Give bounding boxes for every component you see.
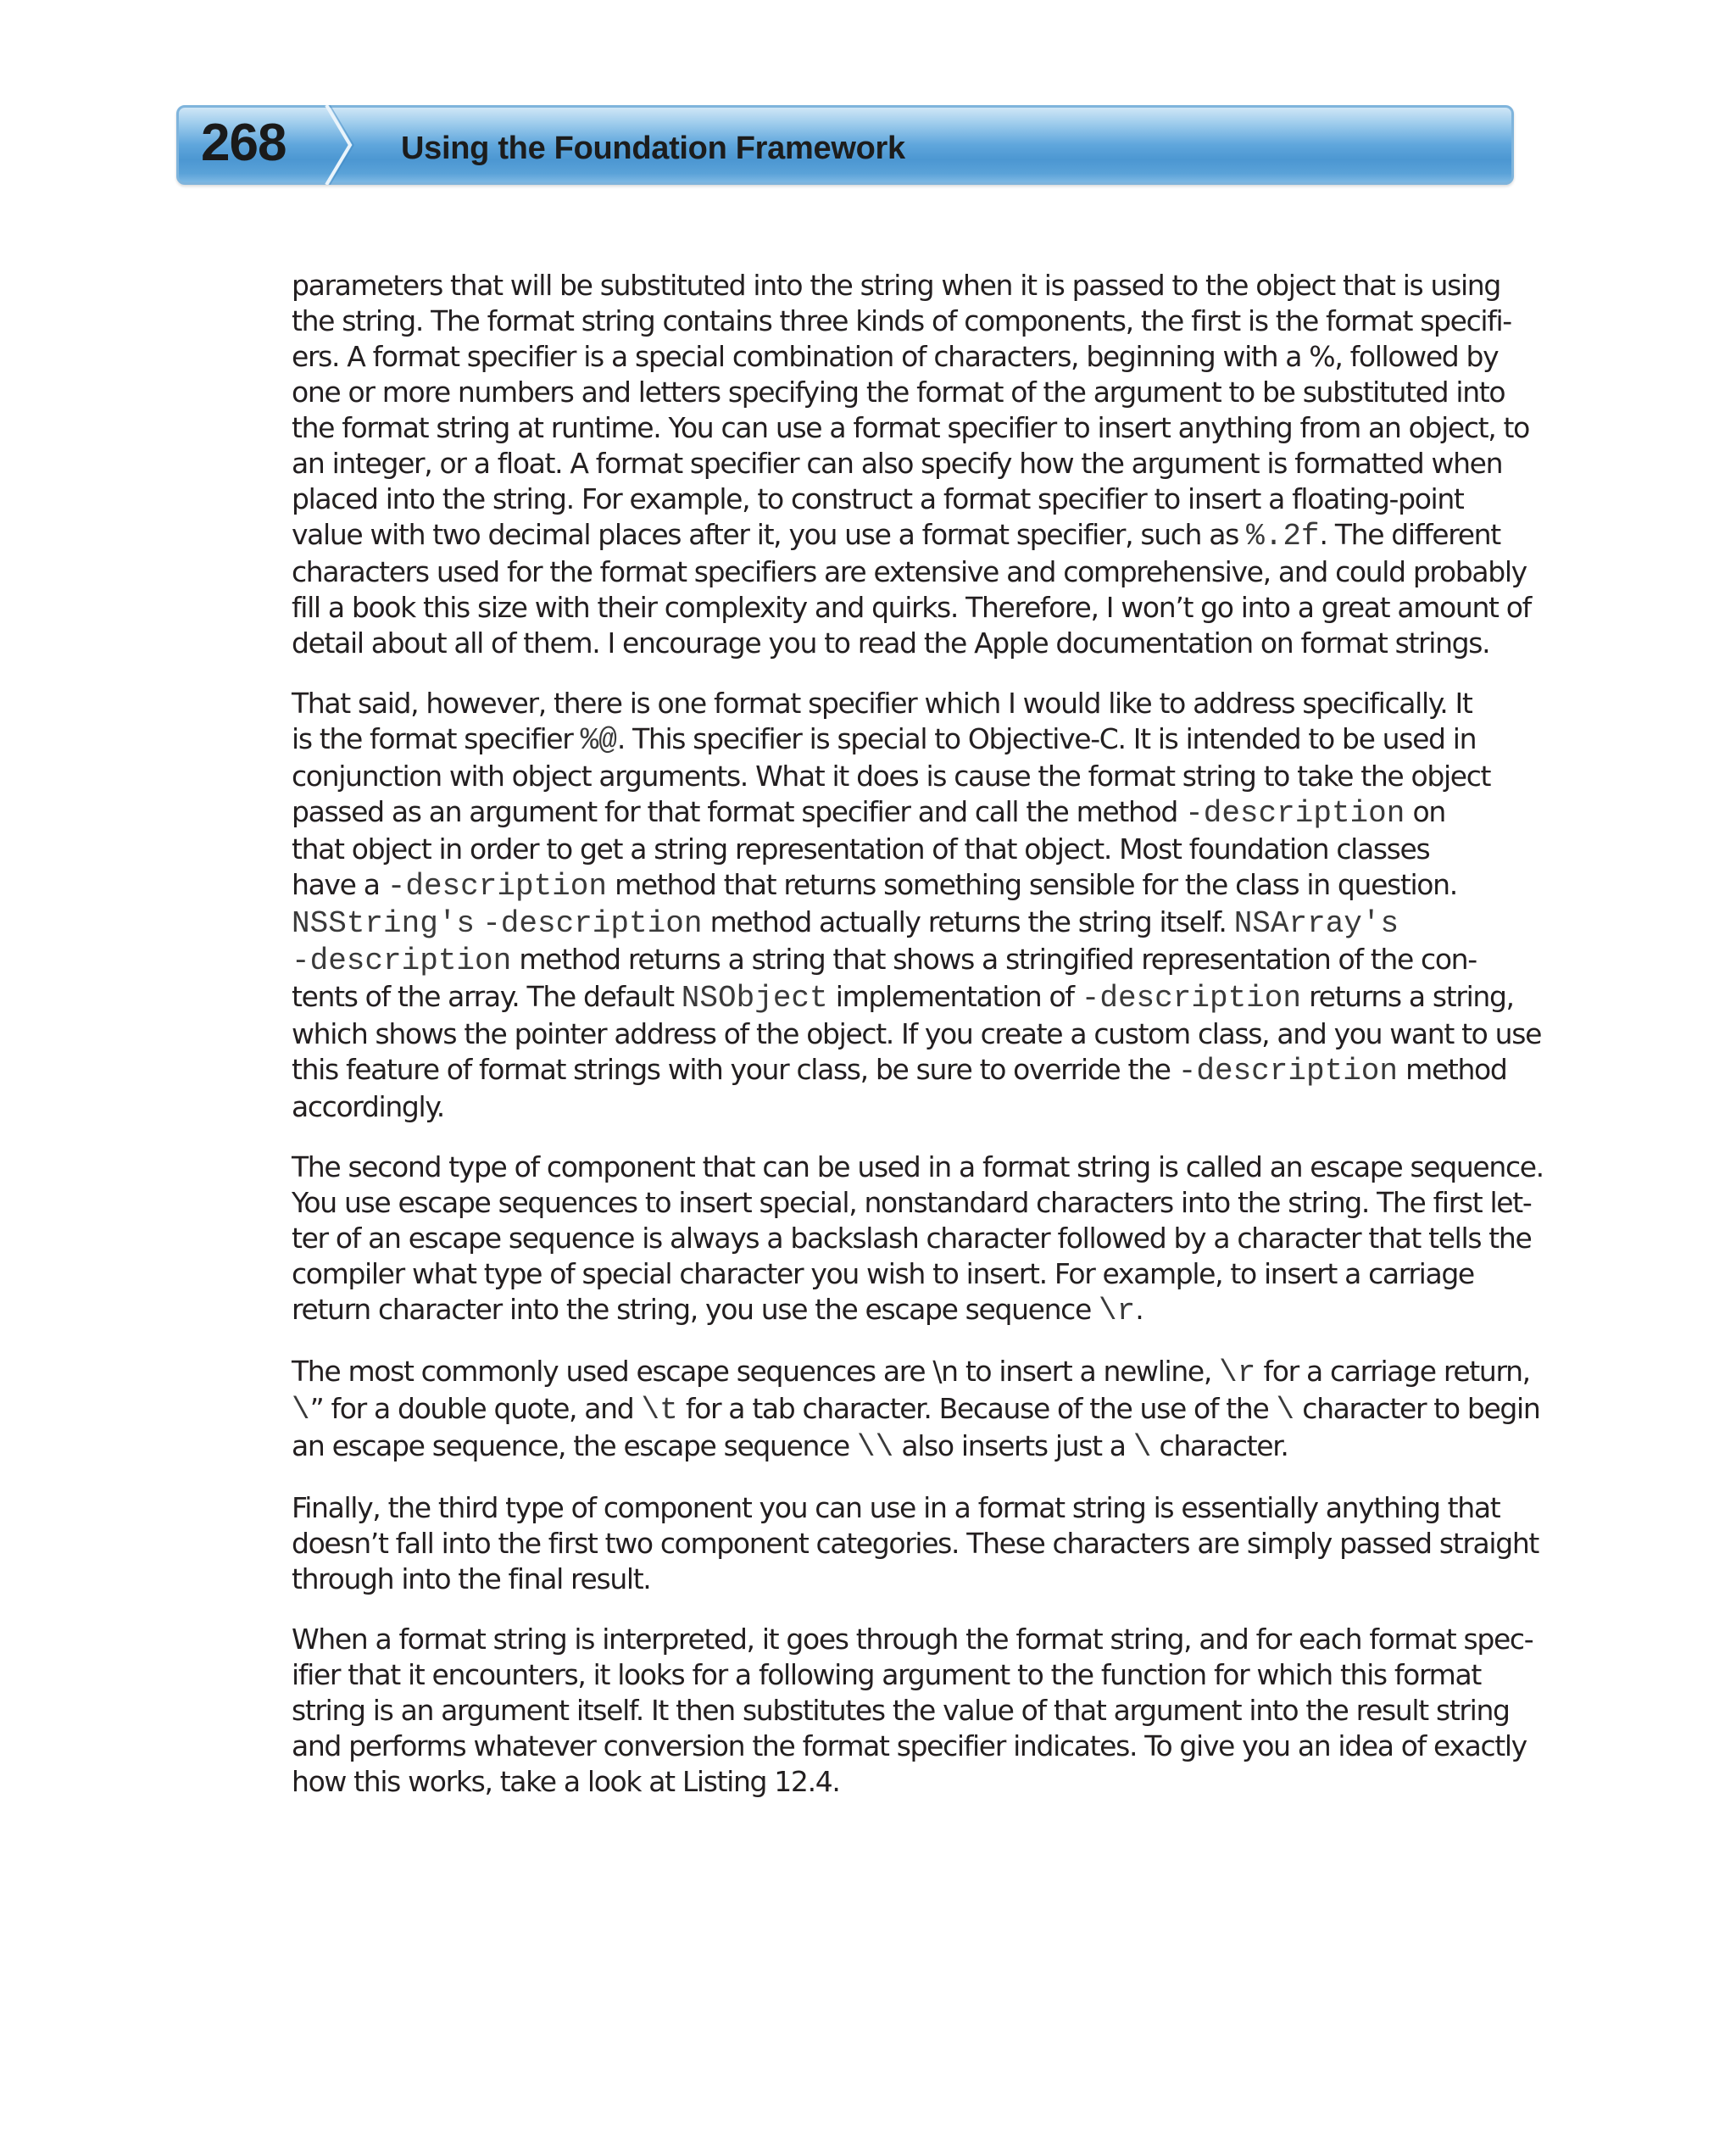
text-run: .: [1135, 1293, 1143, 1326]
inline-code: -description: [1177, 1054, 1399, 1088]
text-run: accordingly.: [292, 1090, 444, 1123]
text-line: [292, 1490, 1519, 1526]
text-run: method that returns something sensible for the class in question.: [606, 868, 1457, 901]
text-run: ers. A format specifier is a special combination of characters, beginning with a %, followed by: [292, 340, 1499, 373]
text-run: string is an argument itself. It then substitutes the value of that argument into the result string: [292, 1694, 1510, 1727]
text-run: doesn’t fall into the first two component categories. These characters are simply passed straight: [292, 1527, 1539, 1560]
text-run: Finally, the third type of component you can use in a format string is essentially anything that: [292, 1491, 1500, 1524]
text-line: [292, 1150, 1544, 1185]
text-run: The second type of component that can be used in a format string is called an escape sequence.: [292, 1150, 1544, 1183]
inline-code: \r: [1099, 1294, 1136, 1328]
text-line: [292, 1292, 1519, 1329]
text-run: an integer, or a float. A format specifier can also specify how the argument is formatted when: [292, 447, 1503, 480]
paragraph: [292, 268, 1531, 661]
text-line: [292, 1729, 1527, 1764]
text-line: [292, 942, 1519, 979]
inline-code: -description: [482, 906, 703, 941]
text-run: method actually returns the string itself.: [702, 905, 1234, 938]
text-line: [292, 517, 1519, 554]
text-line: [292, 1354, 1530, 1391]
paragraph: [292, 1354, 1540, 1466]
text-line: [292, 1622, 1533, 1657]
paragraph: [292, 1622, 1533, 1800]
text-run: You use escape sequences to insert special, nonstandard characters into the string. The first let-: [292, 1186, 1532, 1219]
text-run: detail about all of them. I encourage you to read the Apple documentation on format strings.: [292, 626, 1490, 660]
header-chevron-divider: [321, 105, 372, 185]
text-run: through into the final result.: [292, 1562, 651, 1595]
chapter-header-bar: [176, 105, 1514, 185]
text-line: [292, 375, 1519, 410]
text-run: for a carriage return,: [1255, 1355, 1530, 1388]
text-run: implementation of: [827, 980, 1082, 1013]
text-line: [292, 626, 1519, 661]
text-line: [292, 482, 1519, 517]
inline-code: \r: [1219, 1356, 1256, 1390]
inline-code: NSString's: [292, 906, 476, 941]
text-line: [292, 1391, 1540, 1428]
text-line: [292, 1256, 1519, 1292]
text-run: parameters that will be substituted into the string when it is passed to the object that is using: [292, 269, 1500, 302]
text-run: which shows the pointer address of the object. If you create a custom class, and you want to use: [292, 1017, 1542, 1050]
text-line: [292, 686, 1519, 721]
text-run: characters used for the format specifiers are extensive and comprehensive, and could probably: [292, 555, 1527, 588]
text-line: [292, 1052, 1519, 1089]
text-line: [292, 1562, 1519, 1597]
text-run: ter of an escape sequence is always a backslash character followed by a character that tells the: [292, 1222, 1532, 1255]
text-run: this feature of format strings with your class, be sure to override the: [292, 1053, 1178, 1086]
text-run: passed as an argument for that format specifier and call the method: [292, 795, 1186, 828]
text-run: the format string at runtime. You can use a format specifier to insert anything from an object, to: [292, 411, 1529, 444]
text-line: [292, 1693, 1519, 1729]
text-run: returns a string,: [1300, 980, 1514, 1013]
text-line: [292, 867, 1519, 905]
text-line: [292, 590, 1531, 626]
text-run: conjunction with object arguments. What it does is cause the format string to take the object: [292, 760, 1491, 793]
text-line: [292, 1764, 1519, 1800]
inline-code: %@: [580, 723, 617, 758]
body-text: [292, 268, 1544, 1824]
paragraph: [292, 686, 1542, 1125]
inline-code: -description: [387, 869, 607, 904]
text-run: the string. The format string contains three kinds of components, the first is the format specifi-: [292, 304, 1511, 337]
inline-code: \t: [641, 1393, 678, 1428]
text-line: [292, 1657, 1519, 1693]
inline-code: %.2f: [1246, 519, 1320, 554]
text-line: [292, 979, 1519, 1016]
text-line: [292, 721, 1519, 759]
text-line: [292, 1089, 1519, 1125]
text-run: ifier that it encounters, it looks for a following argument to the function for which this format: [292, 1658, 1481, 1691]
text-run: ” for a double quote, and: [309, 1392, 642, 1425]
text-line: [292, 905, 1519, 942]
paragraph: [292, 1150, 1544, 1329]
text-line: [292, 1185, 1532, 1221]
text-line: [292, 1016, 1542, 1052]
text-line: [292, 410, 1529, 446]
text-run: return character into the string, you use the escape sequence: [292, 1293, 1099, 1326]
text-run: When a format string is interpreted, it goes through the format string, and for each format spec-: [292, 1623, 1533, 1656]
text-run: also inserts just a: [893, 1429, 1133, 1462]
text-line: [292, 794, 1519, 832]
text-line: [292, 1428, 1519, 1466]
text-run: have a: [292, 868, 387, 901]
text-run: for a tab character. Because of the use of the: [677, 1392, 1277, 1425]
text-run: That said, however, there is one format specifier which I would like to address specifically. It: [292, 687, 1472, 720]
inline-code: -description: [1185, 796, 1405, 831]
text-run: . This specifier is special to Objective-C. It is intended to be used in: [616, 722, 1477, 755]
text-run: value with two decimal places after it, you use a format specifier, such as: [292, 518, 1247, 551]
text-run: character.: [1151, 1429, 1288, 1462]
text-run: placed into the string. For example, to construct a format specifier to insert a floating-point: [292, 482, 1464, 515]
inline-code: \: [1132, 1430, 1152, 1465]
text-run: is the format specifier: [292, 722, 581, 755]
text-run: method returns a string that shows a stringified representation of the con-: [511, 943, 1477, 976]
text-line: [292, 268, 1519, 303]
text-run: tents of the array. The default: [292, 980, 682, 1013]
text-line: [292, 1221, 1532, 1256]
paragraph: [292, 1490, 1539, 1597]
text-run: . The different: [1319, 518, 1500, 551]
text-run: compiler what type of special character you wish to insert. For example, to insert a carriage: [292, 1257, 1474, 1290]
text-line: [292, 1526, 1539, 1562]
text-line: [292, 554, 1527, 590]
text-run: character to begin: [1294, 1392, 1540, 1425]
inline-code: \\: [857, 1430, 894, 1465]
text-line: [292, 446, 1519, 482]
inline-code: NSObject: [681, 981, 828, 1016]
text-run: method: [1398, 1053, 1507, 1086]
inline-code: NSArray's: [1233, 906, 1399, 941]
text-line: [292, 832, 1519, 867]
text-run: an escape sequence, the escape sequence: [292, 1429, 857, 1462]
text-line: [292, 339, 1519, 375]
text-run: how this works, take a look at Listing 12.4.: [292, 1765, 840, 1798]
inline-code: -description: [292, 944, 512, 978]
text-run: that object in order to get a string representation of that object. Most foundation classes: [292, 832, 1430, 866]
inline-code: -description: [1081, 981, 1301, 1016]
text-run: and performs whatever conversion the format specifier indicates. To give you an idea of exactly: [292, 1729, 1527, 1762]
text-run: one or more numbers and letters specifying the format of the argument to be substituted into: [292, 376, 1505, 409]
page-number: 268: [201, 114, 287, 172]
text-run: The most commonly used escape sequences are \n to insert a newline,: [292, 1355, 1220, 1388]
text-line: [292, 759, 1519, 794]
inline-code: \: [292, 1393, 310, 1428]
chapter-title: Using the Foundation Framework: [401, 131, 905, 166]
text-run: fill a book this size with their complexity and quirks. Therefore, I won’t go into a great amount of: [292, 591, 1531, 624]
text-run: on: [1405, 795, 1445, 828]
text-line: [292, 303, 1519, 339]
text-run: [475, 905, 482, 938]
inline-code: \: [1276, 1393, 1295, 1428]
